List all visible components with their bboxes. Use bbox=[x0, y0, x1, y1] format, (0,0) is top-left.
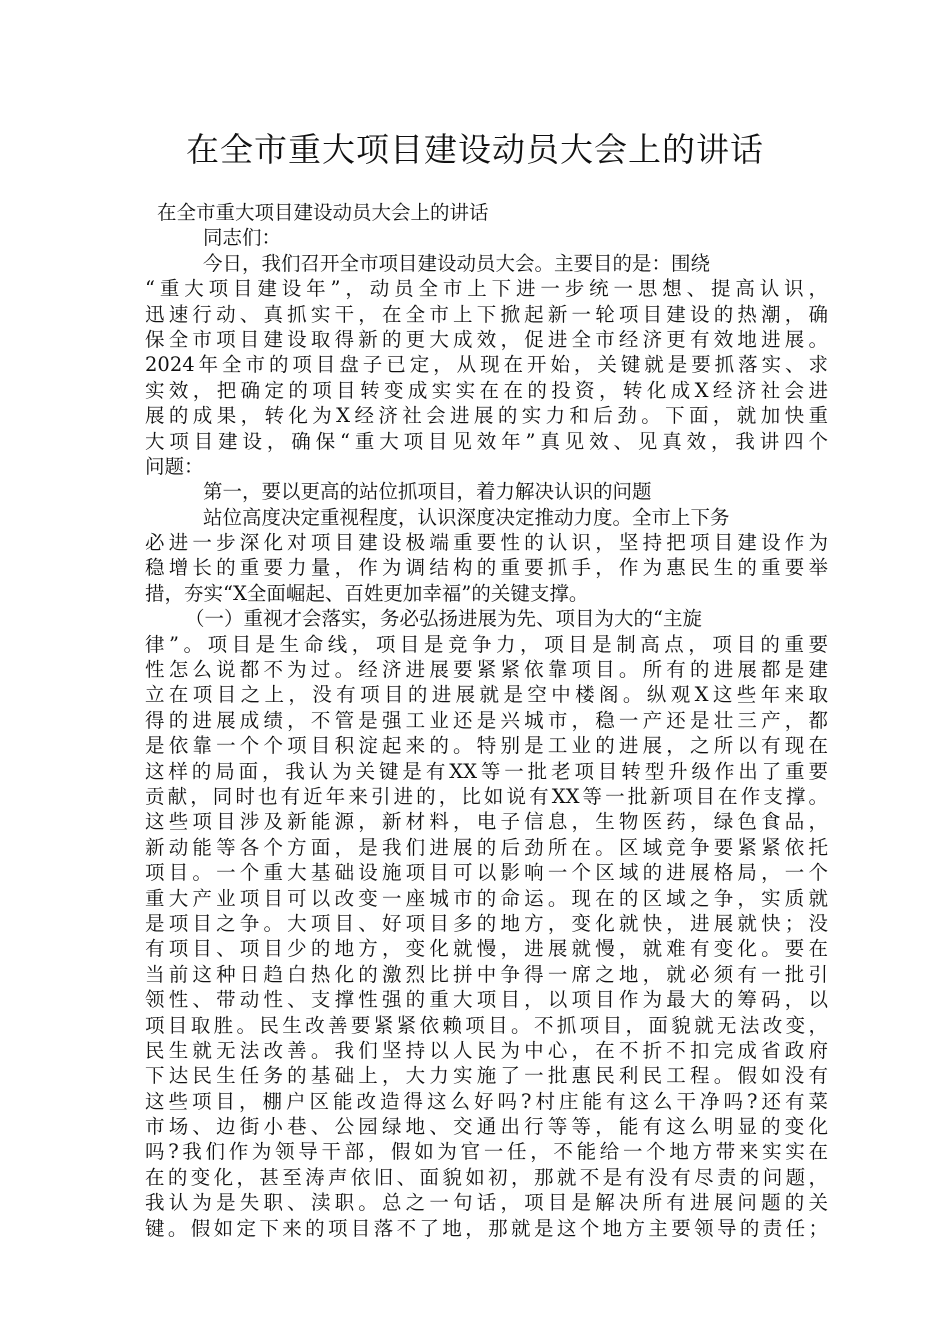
text-line: 项目取胜。民生改善要紧紧依赖项目。不抓项目，面貌就无法改变， bbox=[145, 1013, 828, 1037]
text-line: 大项目建设，确保“重大项目见效年”真见效、见真效，我讲四个 bbox=[145, 429, 828, 453]
section-heading: 第一，要以更高的站位抓项目，着力解决认识的问题 bbox=[203, 480, 652, 504]
text-line: 展的成果，转化为X经济社会进展的实力和后劲。下面，就加快重 bbox=[145, 404, 828, 428]
text-line: 问题： bbox=[145, 454, 204, 478]
text-line: 民生就无法改善。我们坚持以人民为中心，在不折不扣完成省政府 bbox=[145, 1038, 828, 1062]
text-line: 稳增长的重要力量，作为调结构的重要抓手，作为惠民生的重要举 bbox=[145, 556, 828, 580]
salutation: 同志们： bbox=[203, 226, 282, 250]
text-line: 我认为是失职、渎职。总之一句话，项目是解决所有进展问题的关 bbox=[145, 1191, 828, 1215]
text-line: 新动能等各个方面，是我们进展的后劲所在。区域竞争要紧紧依托 bbox=[145, 835, 828, 859]
text-line: 项目。一个重大基础设施项目可以影响一个区域的进展格局，一个 bbox=[145, 861, 828, 885]
text-line: 领性、带动性、支撑性强的重大项目，以项目作为最大的筹码，以 bbox=[145, 988, 828, 1012]
text-line: 这样的局面，我认为关键是有XX等一批老项目转型升级作出了重要 bbox=[145, 759, 828, 783]
text-line: 当前这种日趋白热化的激烈比拼中争得一席之地，就必须有一批引 bbox=[145, 962, 828, 986]
text-line: 实效，把确定的项目转变成实实在在的投资，转化成X经济社会进 bbox=[145, 378, 828, 402]
text-line: 保全市项目建设取得新的更大成效，促进全市经济更有效地进展。 bbox=[145, 327, 828, 351]
text-line: 是项目之争。大项目、好项目多的地方，变化就快，进展就快；没 bbox=[145, 911, 828, 935]
text-line: （一）重视才会落实，务必弘扬进展为先、项目为大的“主旋 bbox=[185, 607, 702, 631]
text-line: 迅速行动、真抓实干，在全市上下掀起新一轮项目建设的热潮，确 bbox=[145, 302, 828, 326]
text-line: 站位高度决定重视程度，认识深度决定推动力度。全市上下务 bbox=[203, 505, 730, 529]
document-body bbox=[145, 200, 828, 1241]
text-line: 贡献，同时也有近年来引进的，比如说有XX等一批新项目在作支撑。 bbox=[145, 784, 828, 808]
text-line: 今日，我们召开全市项目建设动员大会。主要目的是：围绕 bbox=[203, 251, 711, 275]
text-line: 性怎么说都不为过。经济进展要紧紧依靠项目。所有的进展都是建 bbox=[145, 658, 828, 682]
text-line: 这些项目涉及新能源，新材料，电子信息，生物医药，绿色食品， bbox=[145, 810, 828, 834]
document-subtitle: 在全市重大项目建设动员大会上的讲话 bbox=[157, 201, 489, 224]
text-line: 下达民生任务的基础上，大力实施了一批惠民利民工程。假如没有 bbox=[145, 1064, 828, 1088]
text-line: 律”。项目是生命线，项目是竞争力，项目是制高点，项目的重要 bbox=[145, 632, 828, 656]
document-title: 在全市重大项目建设动员大会上的讲话 bbox=[186, 130, 764, 169]
text-line: 2024年全市的项目盘子已定，从现在开始，关键就是要抓落实、求 bbox=[145, 353, 828, 377]
text-line: “重大项目建设年”，动员全市上下进一步统一思想、提高认识， bbox=[145, 277, 828, 301]
text-line: 市场、边街小巷、公园绿地、交通出行等等，能有这么明显的变化 bbox=[145, 1115, 828, 1139]
text-line: 立在项目之上，没有项目的进展就是空中楼阁。纵观X这些年来取 bbox=[145, 683, 828, 707]
text-line: 这些项目，棚户区能改造得这么好吗?村庄能有这么干净吗?还有菜 bbox=[145, 1089, 828, 1113]
text-line: 吗?我们作为领导干部，假如为官一任，不能给一个地方带来实实在 bbox=[145, 1140, 828, 1164]
text-line: 是依靠一个个项目积淀起来的。特别是工业的进展，之所以有现在 bbox=[145, 734, 828, 758]
text-line: 必进一步深化对项目建设极端重要性的认识，坚持把项目建设作为 bbox=[145, 531, 828, 555]
text-line: 得的进展成绩，不管是强工业还是兴城市，稳一产还是壮三产，都 bbox=[145, 708, 828, 732]
text-line: 重大产业项目可以改变一座城市的命运。现在的区域之争，实质就 bbox=[145, 886, 828, 910]
text-line: 在的变化，甚至涛声依旧、面貌如初，那就不是有没有尽责的问题， bbox=[145, 1165, 828, 1189]
text-line: 有项目、项目少的地方，变化就慢，进展就慢，就难有变化。要在 bbox=[145, 937, 828, 961]
text-line: 键。假如定下来的项目落不了地，那就是这个地方主要领导的责任； bbox=[145, 1216, 828, 1240]
text-line: 措，夯实“X全面崛起、百姓更加幸福”的关键支撑。 bbox=[145, 581, 589, 605]
